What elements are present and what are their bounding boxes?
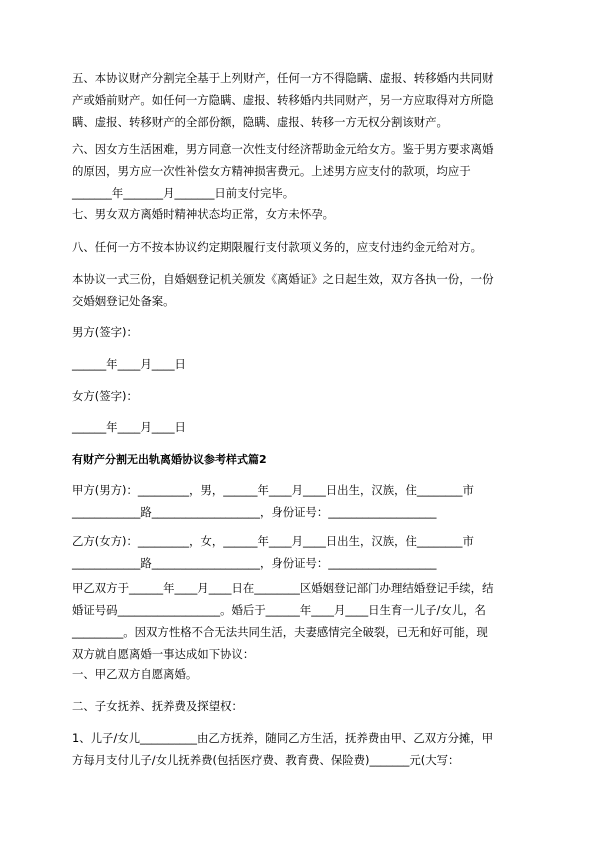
text-line: 婚证号码__________________。婚后于______年____月____日生育一儿子/女儿，名 [72, 603, 486, 617]
text-line: 交婚姻登记处备案。 [72, 294, 175, 308]
child-support-paragraph [72, 727, 524, 771]
female-signature-label [72, 385, 524, 407]
clause-one-paragraph [72, 663, 524, 685]
clause-seven-paragraph [72, 203, 524, 225]
text-line: 瞒、虚报、转移财产的全部份额，隐瞒、虚报、转移一方无权分割该财产。 [72, 115, 448, 129]
text-line: 女方(签字)： [72, 389, 138, 403]
text-line: 的原因，男方应一次性补偿女方精神损害费元。上述男方应支付的款项，均应于 [72, 164, 471, 178]
effectiveness-paragraph [72, 268, 524, 312]
text-line: 乙方(女方)：_________，女，______年____月____日出生，汉族，住________市 [72, 534, 474, 548]
heading-text: 有财产分割无出轨离婚协议参考样式篇2 [72, 453, 267, 466]
clause-five-paragraph [72, 67, 524, 133]
text-line: _______年_______月_______日前支付完毕。 [72, 186, 295, 200]
party-b-paragraph [72, 530, 524, 574]
text-line: 六、因女方生活困难，男方同意一次性支付经济帮助金元给女方。鉴于男方要求离婚 [72, 142, 494, 156]
text-line: 1、儿子/女儿__________由乙方抚养，随同乙方生活，抚养费由甲、乙双方分摊，甲 [72, 731, 494, 745]
text-line: 八、任何一方不按本协议约定期限履行支付款项义务的，应支付违约金元给对方。 [72, 240, 483, 254]
text-line: 二、子女抚养、抚养费及探望权： [72, 699, 243, 713]
text-line: _________。因双方性格不合无法共同生活，夫妻感情完全破裂，已无和好可能，现 [72, 625, 488, 639]
text-line: 双方就自愿离婚一事达成如下协议： [72, 647, 255, 661]
section-heading [72, 449, 524, 471]
text-line: 产或婚前财产。如任何一方隐瞒、虚报、转移婚内共同财产，另一方应取得对方所隐 [72, 93, 494, 107]
clause-eight-paragraph [72, 236, 524, 258]
clause-two-paragraph [72, 695, 524, 717]
text-line: 五、本协议财产分割完全基于上列财产，任何一方不得隐瞒、虚报、转移婚内共同财 [72, 71, 494, 85]
text-line: 本协议一式三份，自婚姻登记机关颁发《离婚证》之日起生效，双方各执一份，一份 [72, 272, 494, 286]
female-signature-date [72, 416, 524, 438]
text-line: 甲乙双方于______年____月____日在________区婚姻登记部门办理结婚登记手续，结 [72, 581, 494, 595]
text-line: 男方(签字)： [72, 325, 138, 339]
clause-six-paragraph [72, 138, 524, 204]
male-signature-date [72, 353, 524, 375]
text-line: ______年____月____日 [72, 357, 186, 371]
text-line: 一、甲乙双方自愿离婚。 [72, 667, 198, 681]
text-line: 方每月支付儿子/女儿抚养费(包括医疗费、教育费、保险费)_______元(大写： [72, 753, 460, 767]
text-line: ______年____月____日 [72, 420, 186, 434]
party-a-paragraph [72, 479, 524, 523]
text-line: ____________路___________________，身份证号：___________________ [72, 556, 437, 570]
marriage-background-paragraph [72, 577, 524, 665]
text-line: ____________路___________________，身份证号：___________________ [72, 505, 437, 519]
text-line: 甲方(男方)：_________，男，______年____月____日出生，汉族，住________市 [72, 483, 474, 497]
text-line: 七、男女双方离婚时精神状态均正常，女方未怀孕。 [72, 207, 334, 221]
male-signature-label [72, 321, 524, 343]
